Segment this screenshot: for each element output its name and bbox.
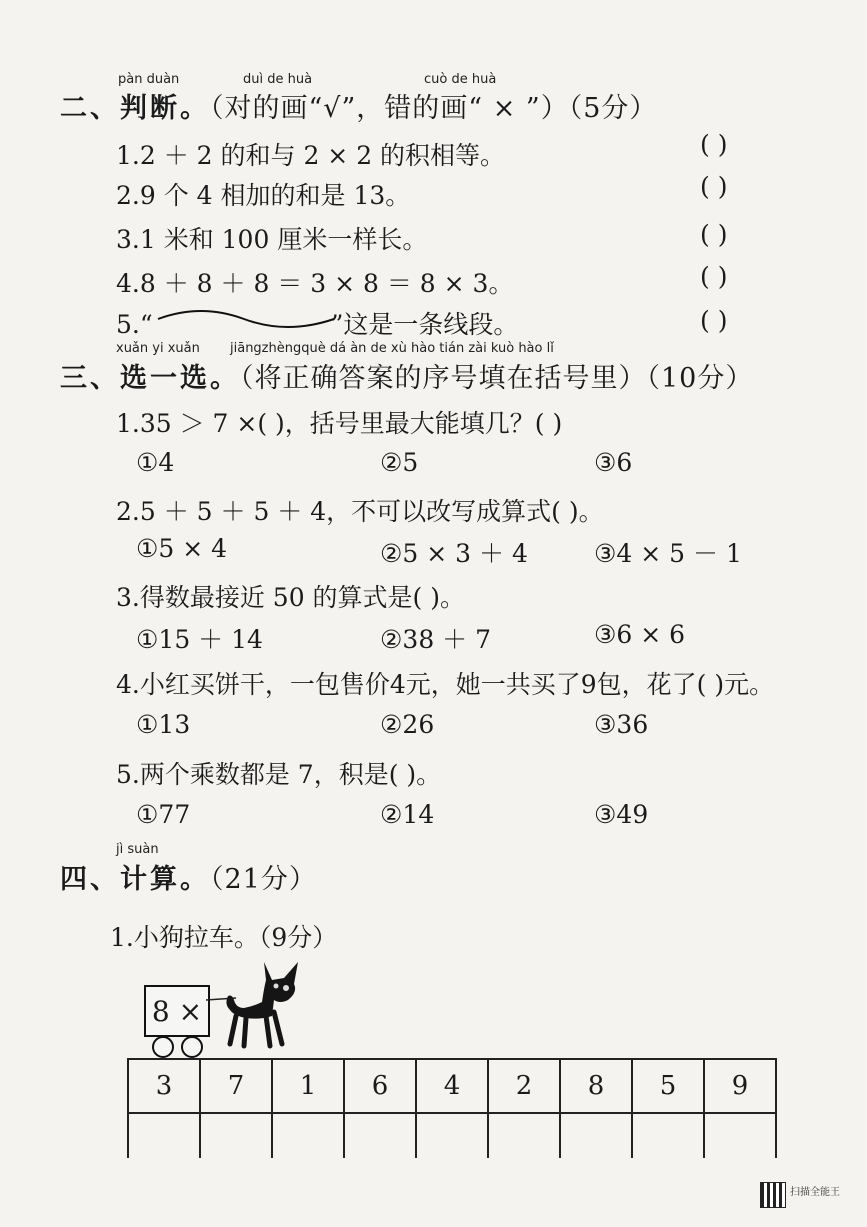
judge-item-4: 4.8 ＋ 8 ＋ 8 ＝ 3 × 8 ＝ 8 × 3。	[116, 269, 514, 298]
number-cell: 9	[704, 1059, 776, 1113]
answer-cell[interactable]	[632, 1113, 704, 1158]
cart-box	[144, 985, 210, 1037]
choice-5-option-a[interactable]: ①77	[136, 800, 191, 829]
answer-cell[interactable]	[488, 1113, 560, 1158]
answer-cell[interactable]	[560, 1113, 632, 1158]
pinyin-pan-duan: pàn duàn	[118, 72, 180, 87]
choice-5-option-b[interactable]: ②14	[380, 800, 435, 829]
answer-cell[interactable]	[200, 1113, 272, 1158]
section-4-heading	[60, 857, 317, 896]
choice-4-option-c[interactable]: ③36	[594, 710, 649, 739]
section-4-number: 四、	[60, 864, 120, 895]
choice-1-option-b[interactable]: ②5	[380, 448, 419, 477]
number-cell: 7	[200, 1059, 272, 1113]
judge-answer-1[interactable]: ( )	[700, 130, 728, 159]
number-cell: 3	[128, 1059, 200, 1113]
numbers-row	[128, 1059, 776, 1113]
judge-item-5-suffix: ”这是一条线段。	[330, 310, 519, 339]
choice-1-option-a[interactable]: ①4	[136, 448, 175, 477]
judge-answer-4[interactable]: ( )	[700, 262, 728, 291]
answer-cell[interactable]	[416, 1113, 488, 1158]
section-2-title: 判断。	[120, 93, 210, 124]
pinyin-instructions: jiāngzhèngquè dá àn de xù hào tián zài kuò hào lǐ	[230, 341, 554, 356]
choice-4-option-b[interactable]: ②26	[380, 710, 435, 739]
section-4-score: （21分）	[210, 864, 317, 895]
judge-answer-3[interactable]: ( )	[700, 220, 728, 249]
judge-answer-2[interactable]: ( )	[700, 172, 728, 201]
judge-answer-5[interactable]: ( )	[700, 306, 728, 335]
number-cell: 5	[632, 1059, 704, 1113]
choice-question-3: 3.得数最接近 50 的算式是( )。	[116, 583, 466, 612]
answer-cell[interactable]	[128, 1113, 200, 1158]
answer-cell[interactable]	[704, 1113, 776, 1158]
choice-question-4: 4.小红买饼干，一包售价4元，她一共买了9包，花了( )元。	[116, 670, 775, 699]
choice-1-option-c[interactable]: ③6	[594, 448, 633, 477]
number-cell: 1	[272, 1059, 344, 1113]
section-3-number: 三、	[60, 363, 120, 394]
watermark-text: 扫描全能王	[790, 1187, 840, 1198]
section-2-heading	[60, 86, 657, 125]
answers-row	[128, 1113, 776, 1158]
choice-2-option-b[interactable]: ②5 × 3 ＋ 4	[380, 539, 528, 568]
pinyin-xuan-yi-xuan: xuǎn yi xuǎn	[116, 341, 200, 356]
choice-3-option-c[interactable]: ③6 × 6	[594, 620, 686, 649]
subsection-dog-cart-title: 1.小狗拉车。（9分）	[110, 923, 338, 952]
cart-label: 8 ×	[151, 994, 203, 1028]
qr-code-icon	[760, 1182, 786, 1208]
section-2-instructions: （对的画“√”，错的画“ × ”）（5分）	[210, 93, 658, 124]
judge-item-1: 1.2 ＋ 2 的和与 2 × 2 的积相等。	[116, 141, 506, 170]
number-cell: 8	[560, 1059, 632, 1113]
cart-wheel-right	[181, 1036, 203, 1058]
pinyin-ji-suan: jì suàn	[116, 842, 159, 857]
dog-icon	[206, 958, 306, 1054]
choice-question-1: 1.35 ＞ 7 ×( )，括号里最大能填几？( )	[116, 409, 563, 438]
number-cell: 2	[488, 1059, 560, 1113]
choice-4-option-a[interactable]: ①13	[136, 710, 191, 739]
choice-3-option-b[interactable]: ②38 ＋ 7	[380, 625, 492, 654]
section-3-heading	[60, 356, 753, 395]
numbers-table	[127, 1058, 777, 1158]
choice-2-option-a[interactable]: ①5 × 4	[136, 534, 228, 563]
section-3-title: 选一选。	[120, 363, 240, 394]
choice-3-option-a[interactable]: ①15 ＋ 14	[136, 625, 263, 654]
wavy-line-figure	[156, 305, 336, 329]
answer-cell[interactable]	[272, 1113, 344, 1158]
judge-item-5-prefix: 5.“	[116, 310, 153, 339]
choice-question-2: 2.5 ＋ 5 ＋ 5 ＋ 4，不可以改写成算式( )。	[116, 497, 604, 526]
judge-item-3: 3.1 米和 100 厘米一样长。	[116, 225, 428, 254]
choice-5-option-c[interactable]: ③49	[594, 800, 649, 829]
section-4-title: 计算。	[120, 864, 210, 895]
pinyin-cuo-de-hua: cuò de huà	[424, 72, 497, 87]
section-3-instructions: （将正确答案的序号填在括号里）（10分）	[240, 363, 754, 394]
number-cell: 4	[416, 1059, 488, 1113]
choice-2-option-c[interactable]: ③4 × 5 － 1	[594, 539, 742, 568]
section-2-number: 二、	[60, 93, 120, 124]
choice-question-5: 5.两个乘数都是 7，积是( )。	[116, 760, 442, 789]
judge-item-2: 2.9 个 4 相加的和是 13。	[116, 181, 411, 210]
cart-wheel-left	[152, 1036, 174, 1058]
pinyin-dui-de-hua: duì de huà	[243, 72, 313, 87]
answer-cell[interactable]	[344, 1113, 416, 1158]
number-cell: 6	[344, 1059, 416, 1113]
